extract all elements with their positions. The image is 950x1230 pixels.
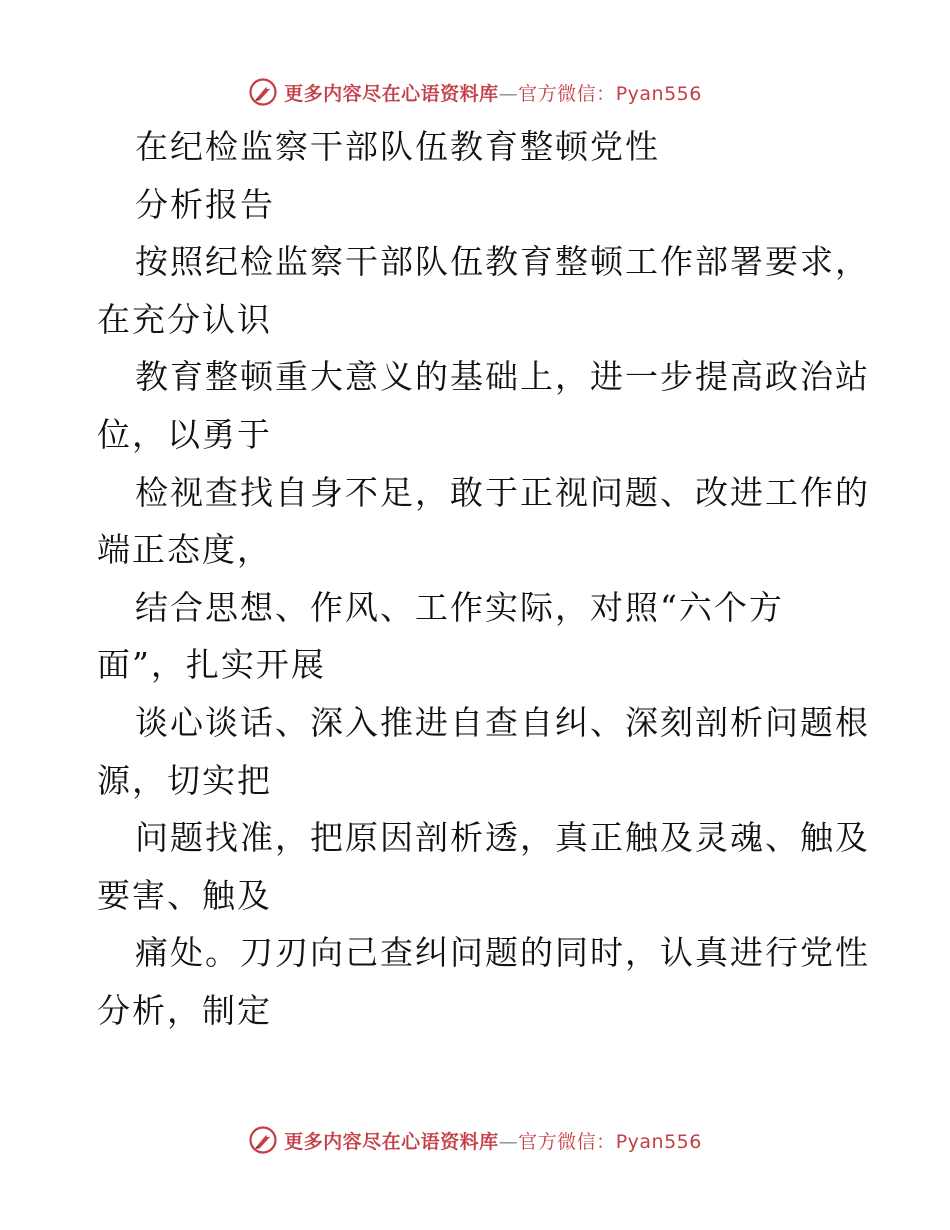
watermark-text [284,79,702,106]
pen-nib-circle-icon [248,77,278,107]
doc-line: 分析报告 [135,184,275,224]
watermark-separator: — [498,82,519,105]
watermark-separator: — [498,1130,519,1153]
doc-line: 痛处。刀刃向己查纠问题的同时，认真进行党性 [135,933,870,973]
pen-nib-circle-icon [248,1125,278,1155]
doc-line: 在充分认识 [97,299,272,339]
watermark-main: 更多内容尽在心语资料库 [284,82,499,105]
doc-line: 谈心谈话、深入推进自查自纠、深刻剖析问题根 [135,702,870,742]
doc-line: 问题找准，把原因剖析透，真正触及灵魂、触及 [135,818,870,858]
watermark-wechat-label: 官方微信： [518,82,616,105]
doc-line: 结合思想、作风、工作实际，对照“六个方 [135,587,784,627]
doc-line: 教育整顿重大意义的基础上，进一步提高政治站 [135,357,870,397]
doc-line: 位，以勇于 [97,414,272,454]
watermark-wechat-id: Pyan556 [615,82,702,105]
doc-line: 在纪检监察干部队伍教育整顿党性 [135,127,660,166]
watermark-wechat-id: Pyan556 [615,1130,702,1153]
watermark-main: 更多内容尽在心语资料库 [284,1130,499,1153]
doc-line: 按照纪检监察干部队伍教育整顿工作部署要求， [135,242,870,282]
header-watermark [0,72,950,112]
doc-line: 源，切实把 [97,760,272,800]
doc-line: 面”，扎实开展 [97,645,326,685]
doc-line: 端正态度， [97,530,272,570]
document-body [97,118,870,1040]
doc-line: 分析，制定 [97,990,272,1030]
watermark-wechat-label: 官方微信： [518,1130,616,1153]
watermark-text [284,1127,702,1154]
doc-line: 要害、触及 [97,875,272,915]
doc-line: 检视查找自身不足，敢于正视问题、改进工作的 [135,472,870,512]
footer-watermark [0,1120,950,1160]
